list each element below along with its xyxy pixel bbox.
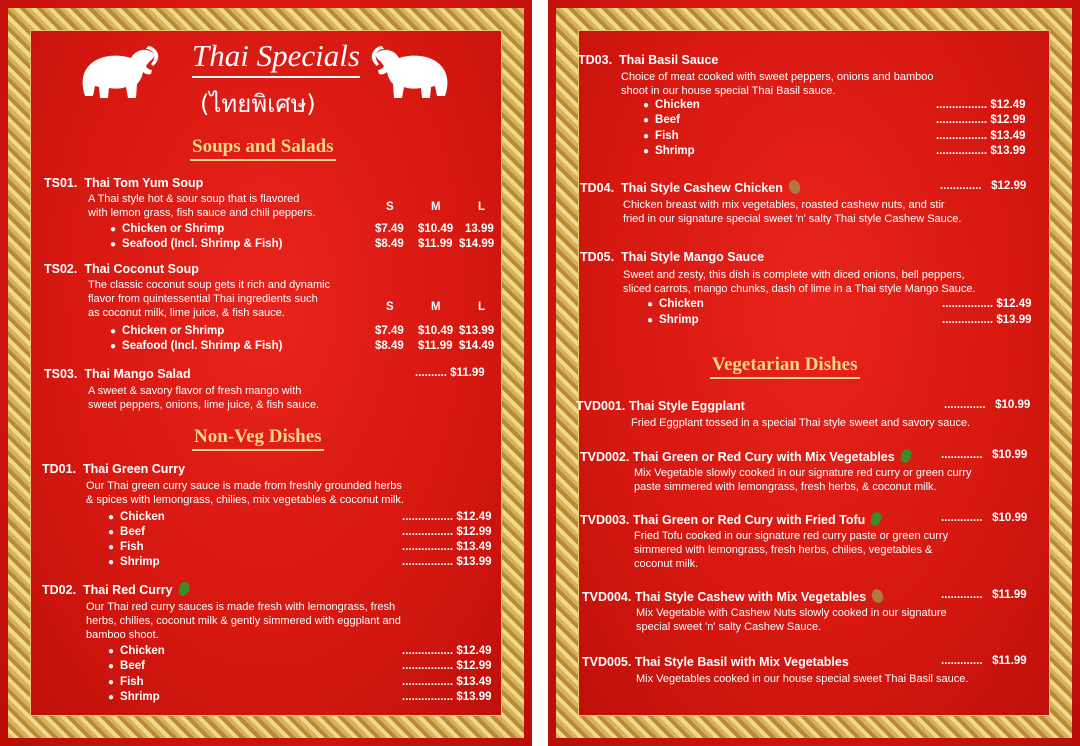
size-label-m: M [431, 201, 441, 213]
option-label: ● Shrimp [108, 556, 160, 568]
price: $11.99 [418, 340, 453, 352]
item-code: TVD002. [580, 450, 630, 464]
item-name: Thai Green or Red Cury with Mix Vegetables [632, 450, 895, 464]
price: $13.99 [456, 556, 492, 568]
price-line: ................ $13.99 [402, 691, 492, 703]
option-label: ● Fish [643, 130, 679, 142]
item-name: Thai Style Cashew with Mix Vegetables [634, 590, 867, 604]
item-code: TS01. [44, 176, 78, 190]
item-code: TVD004. [582, 590, 632, 604]
item-description: Choice of meat cooked with sweet peppers, onions and bamboo shoot in our house special Thai Basil sauce. [621, 71, 934, 97]
menu-item-tvd001 [576, 399, 745, 413]
price: $13.49 [456, 676, 492, 688]
price-line: ................ $12.49 [936, 99, 1026, 111]
menu-item-td02 [42, 582, 189, 597]
option-label: ● Chicken or Shrimp [110, 325, 224, 337]
menu-item-tvd002 [580, 449, 911, 464]
item-description: Our Thai green curry sauce is made from freshly grounded herbs & spices with lemongrass, chilies, mix vegetables & coconut milk. [86, 480, 404, 506]
price-line: ................ $12.99 [936, 114, 1026, 126]
item-description: Mix Vegetable slowly cooked in our signature red curry or green curry paste simmered with lemongrass, fresh herbs, & coconut milk. [634, 467, 972, 493]
price-line: ................ $13.99 [402, 556, 492, 568]
option-label: ● Beef [643, 114, 680, 126]
price-line: ................ $13.99 [936, 145, 1026, 157]
item-description: Chicken breast with mix vegetables, roasted cashew nuts, and stir fried in our signature special sweet 'n' salty Thai style Cashew Sauce. [623, 199, 962, 225]
price: $12.99 [456, 526, 492, 538]
option-label: ● Shrimp [643, 145, 695, 157]
size-label-l: L [478, 201, 486, 213]
cashew-nut-icon [787, 179, 802, 196]
option-label: ● Seafood (Incl. Shrimp & Fish) [110, 238, 282, 250]
option-label: ● Fish [108, 541, 144, 553]
price-line: ................ $13.49 [936, 130, 1026, 142]
cashew-nut-icon [870, 588, 885, 605]
price: $7.49 [375, 223, 404, 235]
price-line: ............. $11.99 [941, 655, 1027, 667]
menu-item-tvd003 [580, 512, 881, 527]
price: $8.49 [375, 340, 404, 352]
price: $12.99 [456, 660, 492, 672]
menu-item-ts02 [44, 262, 199, 276]
size-label-s: S [386, 201, 394, 213]
menu-item-ts03 [44, 367, 191, 381]
price: $10.49 [418, 223, 454, 235]
price: $13.49 [456, 541, 492, 553]
price-line: ................ $13.49 [402, 541, 492, 553]
price: $12.49 [996, 298, 1032, 310]
item-name: Thai Style Cashew Chicken [621, 181, 783, 195]
item-name: Thai Mango Salad [84, 367, 191, 381]
item-description: A Thai style hot & sour soup that is flavored with lemon grass, fish sauce and chili peppers. [88, 193, 316, 219]
item-name: Thai Style Mango Sauce [621, 250, 765, 264]
price: $10.49 [418, 325, 454, 337]
item-code: TD04. [580, 181, 615, 195]
item-description: Fried Tofu cooked in our signature red curry paste or green curry simmered with lemongrass, fresh herbs, chilies, vegetables & coconut milk. [634, 530, 949, 570]
page-subtitle: (ไทยพิเศษ) [200, 90, 316, 118]
menu-item-td05 [580, 250, 764, 264]
item-name: Thai Coconut Soup [84, 262, 199, 276]
option-label: ● Fish [108, 676, 144, 688]
option-label: ● Chicken [647, 298, 704, 310]
price-line: ................ $13.99 [942, 314, 1032, 326]
menu-item-ts01 [44, 176, 203, 190]
price: $11.99 [418, 238, 453, 250]
menu-item-td01 [42, 462, 185, 476]
option-label: ● Beef [108, 526, 145, 538]
item-name: Thai Green Curry [83, 462, 186, 476]
section-heading-nonveg: Non-Veg Dishes [192, 426, 324, 451]
option-label: ● Beef [108, 660, 145, 672]
item-code: TD03. [578, 53, 613, 67]
price-line: ................ $12.49 [942, 298, 1032, 310]
price: $10.99 [992, 449, 1028, 461]
price: $14.99 [459, 238, 495, 250]
item-code: TD02. [42, 583, 77, 597]
section-heading-soups: Soups and Salads [190, 136, 336, 161]
item-name: Thai Tom Yum Soup [84, 176, 204, 190]
item-code: TS02. [44, 262, 78, 276]
price: $13.99 [996, 314, 1032, 326]
menu-item-tvd005 [582, 655, 849, 669]
price-line: ............. $10.99 [944, 399, 1031, 411]
item-description: Mix Vegetable with Cashew Nuts slowly cooked in our signature special sweet 'n' salty Cashew Sauce. [636, 607, 947, 633]
item-name: Thai Style Basil with Mix Vegetables [634, 655, 849, 669]
chili-pepper-icon [177, 581, 191, 598]
price: $7.49 [375, 325, 404, 337]
option-label: ● Chicken [643, 99, 700, 111]
price: $13.99 [459, 325, 495, 337]
item-code: TVD003. [580, 513, 630, 527]
price-line: ................ $12.49 [402, 645, 492, 657]
price: $12.99 [990, 114, 1026, 126]
item-description: A sweet & savory flavor of fresh mango with sweet peppers, onions, lime juice, & fish sauce. [88, 385, 320, 411]
price: $10.99 [995, 399, 1031, 411]
price-line: ............. $10.99 [941, 449, 1028, 461]
option-label: ● Shrimp [647, 314, 699, 326]
option-label: ● Shrimp [108, 691, 160, 703]
menu-item-tvd004 [582, 589, 883, 604]
price: $13.99 [456, 691, 492, 703]
price: $10.99 [992, 512, 1028, 524]
price-line: ............. $12.99 [940, 180, 1027, 192]
size-label-m: M [431, 301, 441, 313]
item-name: Thai Style Eggplant [628, 399, 745, 413]
price: $14.49 [459, 340, 495, 352]
menu-item-td03 [578, 53, 718, 67]
item-code: TD05. [580, 250, 615, 264]
item-description: Sweet and zesty, this dish is complete with diced onions, bell peppers, sliced carrots, mango chunks, dash of lime in a Thai style Mango Sauce. [623, 269, 976, 295]
page-title: Thai Specials [192, 38, 360, 78]
item-code: TS03. [44, 367, 78, 381]
option-label: ● Seafood (Incl. Shrimp & Fish) [110, 340, 282, 352]
option-label: ● Chicken or Shrimp [110, 223, 224, 235]
price: $13.49 [990, 130, 1026, 142]
price: $12.49 [990, 99, 1026, 111]
price: $12.49 [456, 511, 492, 523]
item-code: TD01. [42, 462, 77, 476]
section-heading-veg: Vegetarian Dishes [710, 354, 860, 379]
price-line: .......... $11.99 [415, 367, 485, 379]
price-line: ................ $12.49 [402, 511, 492, 523]
item-code: TVD001. [576, 399, 626, 413]
item-code: TVD005. [582, 655, 632, 669]
menu-page-left [0, 0, 532, 746]
price-line: ............. $10.99 [941, 512, 1028, 524]
item-name: Thai Basil Sauce [619, 53, 719, 67]
price: $11.99 [992, 655, 1027, 667]
price: $8.49 [375, 238, 404, 250]
item-name: Thai Green or Red Cury with Fried Tofu [632, 513, 866, 527]
option-label: ● Chicken [108, 511, 165, 523]
menu-item-td04 [580, 180, 800, 195]
item-description: The classic coconut soup gets it rich and dynamic flavor from quintessential Thai ingredients such as coconut milk, lime juice, & fish sauce. [88, 279, 331, 319]
chili-pepper-icon [869, 511, 883, 528]
option-label: ● Chicken [108, 645, 165, 657]
price: $11.99 [992, 589, 1027, 601]
price: $13.99 [990, 145, 1026, 157]
chili-pepper-icon [899, 448, 913, 465]
price-line: ................ $13.49 [402, 676, 492, 688]
menu-page-right [548, 0, 1080, 746]
price-line: ................ $12.99 [402, 526, 492, 538]
price-line: ............. $11.99 [941, 589, 1027, 601]
elephant-icon [72, 42, 162, 106]
elephant-icon [368, 42, 458, 106]
item-name: Thai Red Curry [83, 583, 173, 597]
price: 13.99 [465, 223, 494, 235]
price: $12.99 [991, 180, 1027, 192]
item-description: Fried Eggplant tossed in a special Thai style sweet and savory sauce. [631, 417, 971, 429]
item-description: Mix Vegetables cooked in our house special sweet Thai Basil sauce. [636, 673, 969, 685]
price: $12.49 [456, 645, 492, 657]
size-label-s: S [386, 301, 394, 313]
price: $11.99 [450, 367, 485, 379]
price-line: ................ $12.99 [402, 660, 492, 672]
size-label-l: L [478, 301, 486, 313]
item-description: Our Thai red curry sauces is made fresh with lemongrass, fresh herbs, chilies, coconut milk & gently simmered with eggplant and bamboo shoot. [86, 601, 401, 641]
